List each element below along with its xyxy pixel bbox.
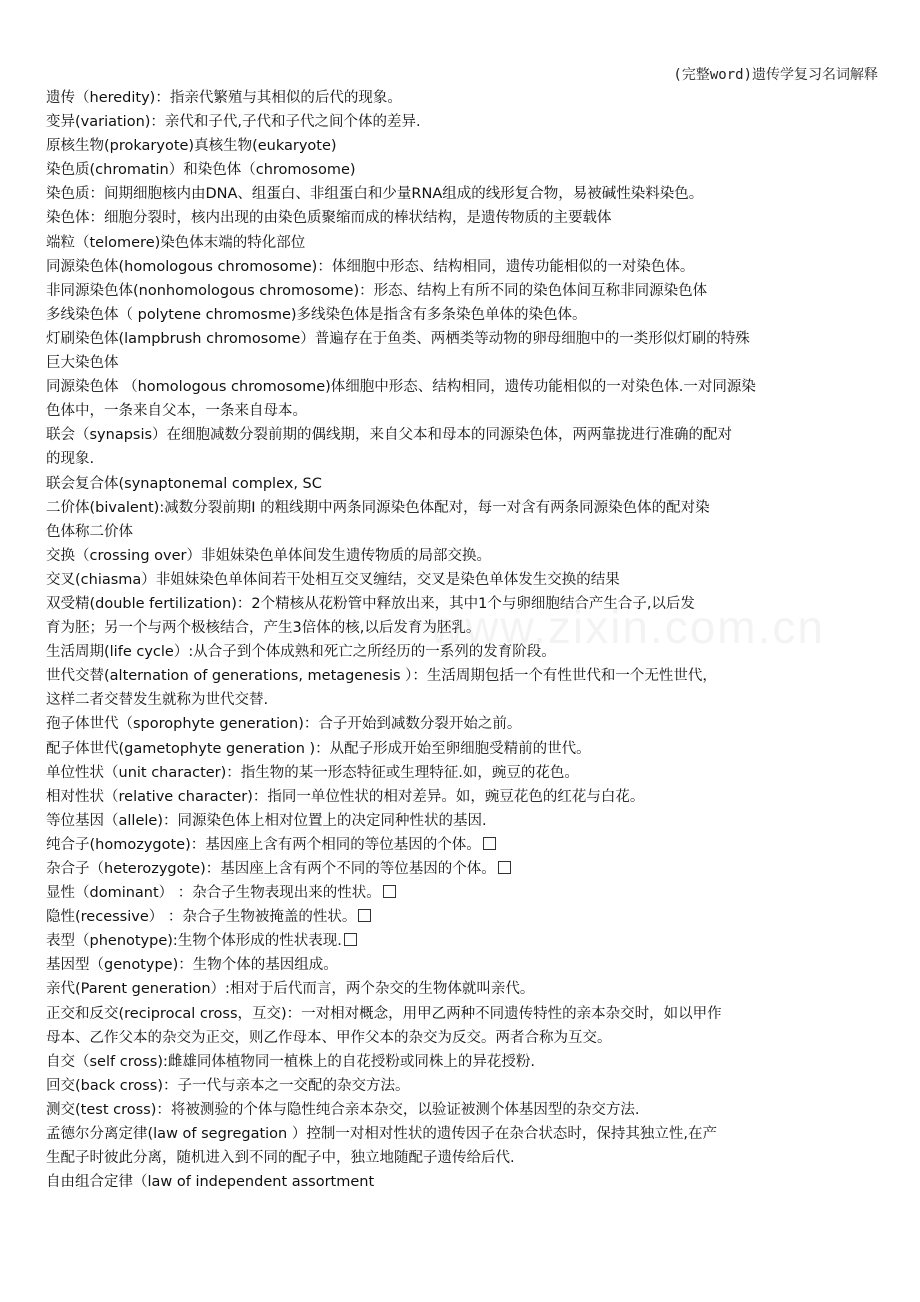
text-line: 联会（synapsis）在细胞减数分裂前期的偶线期，来自父本和母本的同源染色体，两两靠拢进行准确的配对 (46, 427, 733, 444)
empty-box-icon (498, 861, 511, 874)
text-line: 相对性状（relative character)：指同一单位性状的相对差异。如，豌豆花色的红花与白花。 (46, 788, 645, 805)
text-line: 双受精(double fertilization)：2个精核从花粉管中释放出来，其中1个与卵细胞结合产生合子,以后发 (46, 595, 695, 612)
text-line: 等位基因（allele)：同源染色体上相对位置上的决定同种性状的基因. (46, 812, 487, 829)
page-header: (完整word)遗传学复习名词解释 (673, 67, 878, 83)
text-line: 染色质：间期细胞核内由DNA、组蛋白、非组蛋白和少量RNA组成的线形复合物，易被碱性染料染色。 (46, 186, 704, 203)
text-line: 联会复合体(synaptonemal complex, SC (46, 475, 322, 492)
line-text: 表型（phenotype):生物个体形成的性状表现. (46, 933, 342, 950)
text-line: 育为胚；另一个与两个极核结合，产生3倍体的核,以后发育为胚乳。 (46, 620, 481, 637)
line-text: 显性（dominant） ：杂合子生物表现出来的性状。 (46, 885, 381, 902)
text-line: 多线染色体（ polytene chromosme)多线染色体是指含有多条染色单体的染色体。 (46, 306, 587, 323)
text-line: 回交(back cross)：子一代与亲本之一交配的杂交方法。 (46, 1077, 410, 1094)
text-line: 母本、乙作父本的杂交为正交，则乙作母本、甲作父本的杂交为反交。两者合称为互交。 (46, 1029, 612, 1046)
text-line: 正交和反交(reciprocal cross，互交)：一对相对概念，用甲乙两种不同遗传特性的亲本杂交时，如以甲作 (46, 1005, 722, 1022)
empty-box-icon (358, 909, 371, 922)
text-line: 变异(variation)：亲代和子代,子代和子代之间个体的差异. (46, 114, 421, 131)
text-line: 非同源染色体(nonhomologous chromosome)：形态、结构上有所不同的染色体间互称非同源染色体 (46, 282, 708, 299)
text-line-with-box (46, 905, 878, 929)
text-line: 配子体世代(gametophyte generation )：从配子形成开始至卵细胞受精前的世代。 (46, 740, 591, 757)
text-line: 巨大染色体 (46, 355, 119, 372)
document-body (46, 86, 878, 1194)
text-line: 这样二者交替发生就称为世代交替. (46, 692, 269, 709)
text-line: 生配子时彼此分离，随机进入到不同的配子中，独立地随配子遗传给后代. (46, 1150, 515, 1167)
line-text: 隐性(recessive） ：杂合子生物被掩盖的性状。 (46, 909, 357, 926)
text-line: 孢子体世代（sporophyte generation)：合子开始到减数分裂开始之前。 (46, 716, 522, 733)
text-line: 交叉(chiasma）非姐妹染色单体间若干处相互交叉缠结，交叉是染色单体发生交换的结果 (46, 571, 620, 588)
line-text: 纯合子(homozygote)：基因座上含有两个相同的等位基因的个体。 (46, 836, 481, 853)
empty-box-icon (344, 933, 357, 946)
text-line: 原核生物(prokaryote)真核生物(eukaryote) (46, 138, 337, 155)
text-line: 同源染色体 （homologous chromosome)体细胞中形态、结构相同，遗传功能相似的一对染色体.一对同源染 (46, 379, 756, 396)
empty-box-icon (383, 885, 396, 898)
line-text: 杂合子（heterozygote)：基因座上含有两个不同的等位基因的个体。 (46, 861, 496, 877)
text-line: 交换（crossing over）非姐妹染色单体间发生遗传物质的局部交换。 (46, 547, 491, 564)
text-line: 测交(test cross)：将被测验的个体与隐性纯合亲本杂交，以验证被测个体基因型的杂交方法. (46, 1101, 640, 1118)
text-line: 亲代(Parent generation）:相对于后代而言，两个杂交的生物体就叫亲代。 (46, 981, 535, 998)
text-line: 灯刷染色体(lampbrush chromosome）普遍存在于鱼类、两栖类等动物的卵母细胞中的一类形似灯刷的特殊 (46, 330, 750, 347)
text-line: 遗传（heredity)：指亲代繁殖与其相似的后代的现象。 (46, 90, 402, 106)
text-line-with-box (46, 833, 878, 857)
text-line-with-box (46, 929, 878, 953)
empty-box-icon (483, 837, 496, 850)
text-line: 单位性状（unit character)：指生物的某一形态特征或生理特征.如，豌豆的花色。 (46, 764, 579, 781)
text-line-with-box (46, 881, 878, 905)
text-line: 端粒（telomere)染色体末端的特化部位 (46, 234, 306, 251)
text-line: 自由组合定律（law of independent assortment (46, 1174, 375, 1191)
text-line: 染色质(chromatin）和染色体（chromosome) (46, 162, 356, 179)
text-line: 孟德尔分离定律(law of segregation ）控制一对相对性状的遗传因子在杂合状态时，保持其独立性,在产 (46, 1126, 717, 1143)
text-line: 二价体(bivalent):减数分裂前期Ⅰ 的粗线期中两条同源染色体配对，每一对含有两条同源染色体的配对染 (46, 499, 710, 516)
text-line: 生活周期(life cycle）:从合子到个体成熟和死亡之所经历的一系列的发育阶段。 (46, 644, 556, 661)
text-line: 自交（self cross):雌雄同体植物同一植株上的自花授粉或同株上的异花授粉. (46, 1053, 535, 1070)
text-line: 染色体：细胞分裂时，核内出现的由染色质聚缩而成的棒状结构，是遗传物质的主要载体 (46, 210, 612, 227)
text-line: 世代交替(alternation of generations, metagenesis ）：生活周期包括一个有性世代和一个无性世代， (46, 668, 717, 685)
text-line: 同源染色体(homologous chromosome)：体细胞中形态、结构相同，遗传功能相似的一对染色体。 (46, 258, 695, 275)
text-line: 色体称二价体 (46, 523, 133, 540)
text-line: 的现象. (46, 451, 95, 468)
text-line: 色体中，一条来自父本，一条来自母本。 (46, 403, 307, 420)
text-line: 基因型（genotype)：生物个体的基因组成。 (46, 957, 338, 974)
text-line-with-box (46, 857, 878, 881)
